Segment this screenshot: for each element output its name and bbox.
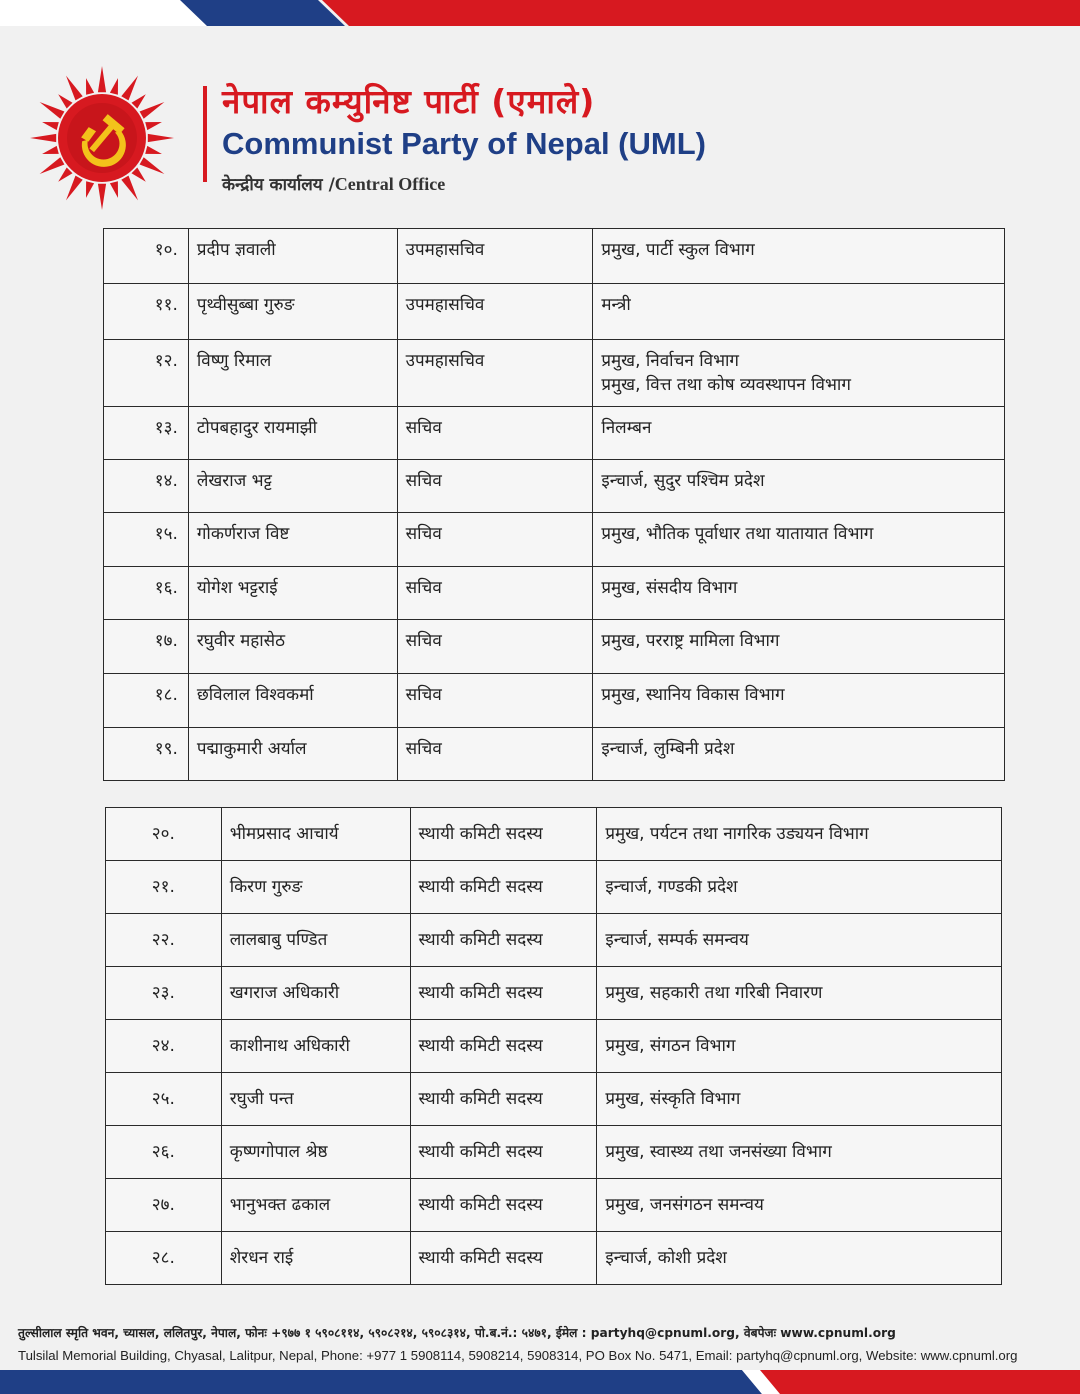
row-number: १०.	[154, 240, 178, 260]
official-position-cell	[410, 1073, 597, 1126]
row-number: १५.	[154, 524, 178, 544]
officials-table-2	[105, 807, 1002, 1285]
official-position: स्थायी कमिटी सदस्य	[418, 1036, 543, 1056]
official-name-cell	[221, 861, 410, 914]
emblem-sun-ray	[86, 78, 94, 95]
official-name-cell	[188, 620, 397, 674]
official-role: प्रमुख, स्वास्थ्य तथा जनसंख्या विभाग	[605, 1142, 832, 1162]
official-name: भीमप्रसाद आचार्य	[229, 824, 339, 844]
official-position-cell	[397, 407, 593, 460]
official-name: पृथ्वीसुब्बा गुरुङ	[196, 295, 295, 315]
table-row	[104, 340, 1005, 407]
official-role: प्रमुख, जनसंगठन समन्वय	[605, 1195, 764, 1215]
official-name-cell	[221, 967, 410, 1020]
table-row	[106, 1020, 1002, 1073]
official-position: सचिव	[405, 524, 442, 544]
official-name-cell	[221, 808, 410, 861]
official-role: प्रमुख, संस्कृति विभाग	[605, 1089, 741, 1109]
official-name: खगराज अधिकारी	[229, 983, 340, 1003]
table-row	[104, 620, 1005, 674]
official-position-cell	[410, 967, 597, 1020]
row-number-cell	[104, 728, 189, 781]
official-name: विष्णु रिमाल	[196, 351, 272, 371]
table-row	[104, 460, 1005, 513]
bottom-decorative-bar	[0, 1370, 1080, 1394]
table-row	[106, 1179, 1002, 1232]
official-position-cell	[410, 1020, 597, 1073]
row-number-cell	[104, 460, 189, 513]
official-name-cell	[188, 674, 397, 728]
emblem-sun-ray	[30, 134, 56, 142]
emblem-sun-ray	[132, 94, 146, 108]
letterhead	[0, 66, 1080, 216]
official-role-line: इन्चार्ज, लुम्बिनी प्रदेश	[601, 739, 735, 759]
official-role: इन्चार्ज, कोशी प्रदेश	[605, 1248, 727, 1268]
row-number: २८.	[151, 1248, 175, 1268]
official-name-cell	[188, 460, 397, 513]
official-position-cell	[410, 808, 597, 861]
row-number-cell	[104, 513, 189, 567]
official-name: रघुवीर महासेठ	[196, 631, 286, 651]
row-number-cell	[106, 808, 222, 861]
official-role	[593, 513, 1004, 546]
official-position: सचिव	[405, 685, 442, 705]
official-role-line: प्रमुख, निर्वाचन विभाग	[601, 351, 740, 371]
row-number: १९.	[154, 739, 178, 759]
official-name-cell	[188, 728, 397, 781]
official-role-cell	[597, 861, 1002, 914]
official-role-cell	[593, 407, 1005, 460]
table-row	[104, 567, 1005, 620]
table-row	[106, 861, 1002, 914]
table-row	[106, 1073, 1002, 1126]
row-number-cell	[106, 914, 222, 967]
emblem-sun-ray	[42, 146, 59, 154]
official-position: स्थायी कमिटी सदस्य	[418, 1089, 543, 1109]
official-position: सचिव	[405, 471, 442, 491]
official-position-cell	[410, 861, 597, 914]
official-role	[593, 460, 1004, 493]
row-number: २०.	[151, 824, 175, 844]
table-row	[104, 229, 1005, 284]
row-number-cell	[106, 967, 222, 1020]
emblem-sun-ray	[110, 181, 118, 198]
row-number: २३.	[151, 983, 175, 1003]
official-role	[593, 674, 1004, 707]
emblem-sun-ray	[110, 78, 118, 95]
row-number-cell	[104, 229, 189, 284]
official-position-cell	[410, 1232, 597, 1285]
official-name-cell	[188, 340, 397, 407]
row-number-cell	[104, 674, 189, 728]
official-position-cell	[397, 284, 593, 340]
official-position-cell	[397, 728, 593, 781]
official-role-cell	[597, 1020, 1002, 1073]
row-number: ११.	[154, 295, 178, 315]
footer-address-nepali: तुल्सीलाल स्मृति भवन, च्यासल, ललितपुर, नेपाल, फोनः +९७७ १ ५९०८११४, ५९०८२१४, ५९०८३१४, पो.ब.नं.: ५४७१, ईमेल : partyhq@cpnuml.org, वेबपेजः www.cpnuml.org	[18, 1326, 896, 1340]
official-name: योगेश भट्टराई	[196, 578, 278, 598]
table-row	[106, 914, 1002, 967]
table-row	[104, 728, 1005, 781]
official-role	[593, 567, 1004, 600]
row-number: २७.	[151, 1195, 175, 1215]
official-role: इन्चार्ज, सम्पर्क समन्वय	[605, 930, 749, 950]
emblem-sun-ray	[145, 122, 162, 130]
official-position-cell	[397, 620, 593, 674]
official-position-cell	[410, 1179, 597, 1232]
top-decorative-bar	[0, 0, 1080, 26]
hammer-sickle-sun-emblem-icon	[24, 66, 180, 210]
row-number: २४.	[151, 1036, 175, 1056]
official-position: स्थायी कमिटी सदस्य	[418, 1195, 543, 1215]
official-role-cell	[597, 1073, 1002, 1126]
official-position: स्थायी कमिटी सदस्य	[418, 877, 543, 897]
emblem-sun-ray	[121, 176, 138, 201]
official-name: किरण गुरुङ	[229, 877, 303, 897]
official-role-line: मन्त्री	[601, 295, 631, 315]
official-position: स्थायी कमिटी सदस्य	[418, 1142, 543, 1162]
table-row	[106, 808, 1002, 861]
emblem-sun-ray	[148, 134, 174, 142]
official-name-cell	[188, 229, 397, 284]
party-name-nepali: नेपाल कम्युनिष्ट पार्टी (एमाले)	[222, 82, 596, 121]
official-role-line: प्रमुख, परराष्ट्र मामिला विभाग	[601, 631, 780, 651]
emblem-sun-ray	[98, 184, 106, 210]
official-name-cell	[188, 407, 397, 460]
row-number-cell	[106, 1126, 222, 1179]
official-name: प्रदीप ज्ञवाली	[196, 240, 276, 260]
official-role-cell	[593, 284, 1005, 340]
emblem-sun-ray	[121, 76, 138, 101]
emblem-sun-ray	[145, 146, 162, 154]
official-position: स्थायी कमिटी सदस्य	[418, 1248, 543, 1268]
official-position: सचिव	[405, 418, 442, 438]
official-name: टोपबहादुर रायमाझी	[196, 418, 318, 438]
official-role-cell	[593, 513, 1005, 567]
row-number: १२.	[154, 351, 178, 371]
official-position-cell	[397, 460, 593, 513]
official-position: उपमहासचिव	[405, 295, 485, 315]
row-number-cell	[104, 567, 189, 620]
official-role-cell	[597, 1179, 1002, 1232]
row-number-cell	[104, 284, 189, 340]
officials-table-1	[103, 228, 1005, 781]
emblem-sun-ray	[132, 168, 146, 182]
official-name: शेरधन राई	[229, 1248, 294, 1268]
table-row	[106, 1232, 1002, 1285]
official-position: उपमहासचिव	[405, 351, 485, 371]
row-number: १३.	[154, 418, 178, 438]
official-name: भानुभक्त ढकाल	[229, 1195, 331, 1215]
official-role-cell	[593, 674, 1005, 728]
official-position-cell	[397, 567, 593, 620]
official-position: सचिव	[405, 739, 442, 759]
official-name: गोकर्णराज विष्ट	[196, 524, 290, 544]
official-role	[593, 284, 1004, 317]
row-number: १८.	[154, 685, 178, 705]
official-role: प्रमुख, सहकारी तथा गरिबी निवारण	[605, 983, 823, 1003]
official-name: पद्माकुमारी अर्याल	[196, 739, 307, 759]
official-role: प्रमुख, पर्यटन तथा नागरिक उड्ययन विभाग	[605, 824, 869, 844]
office-label-nepali: केन्द्रीय कार्यालय	[222, 175, 323, 195]
official-name-cell	[221, 1179, 410, 1232]
row-number-cell	[106, 1020, 222, 1073]
official-position: उपमहासचिव	[405, 240, 485, 260]
official-position-cell	[397, 340, 593, 407]
official-role	[593, 340, 1004, 397]
official-role: प्रमुख, संगठन विभाग	[605, 1036, 736, 1056]
official-role-cell	[597, 1126, 1002, 1179]
official-role-line: इन्चार्ज, सुदुर पश्चिम प्रदेश	[601, 471, 765, 491]
emblem-sun-ray	[40, 102, 65, 119]
official-name-cell	[188, 284, 397, 340]
row-number-cell	[104, 620, 189, 674]
official-position: स्थायी कमिटी सदस्य	[418, 983, 543, 1003]
official-role-cell	[597, 808, 1002, 861]
table-row	[104, 513, 1005, 567]
official-name: कृष्णगोपाल श्रेष्ठ	[229, 1142, 328, 1162]
official-role-cell	[597, 1232, 1002, 1285]
office-separator: /	[328, 175, 335, 195]
party-name-english: Communist Party of Nepal (UML)	[222, 126, 706, 161]
row-number-cell	[106, 1073, 222, 1126]
official-role-cell	[597, 967, 1002, 1020]
office-line	[222, 172, 445, 195]
emblem-sun-ray	[140, 157, 165, 174]
emblem-sun-ray	[86, 181, 94, 198]
row-number: १४.	[154, 471, 178, 491]
official-role-cell	[593, 567, 1005, 620]
official-role-cell	[593, 460, 1005, 513]
official-name-cell	[188, 513, 397, 567]
table-row	[104, 284, 1005, 340]
official-position-cell	[410, 1126, 597, 1179]
emblem-sun-ray	[58, 94, 72, 108]
row-number-cell	[104, 340, 189, 407]
row-number-cell	[106, 1179, 222, 1232]
official-position-cell	[397, 229, 593, 284]
official-role-line: प्रमुख, वित्त तथा कोष व्यवस्थापन विभाग	[601, 375, 851, 395]
official-name-cell	[221, 1126, 410, 1179]
row-number: १६.	[154, 578, 178, 598]
official-role	[593, 620, 1004, 653]
official-role-cell	[593, 340, 1005, 407]
official-name: काशीनाथ अधिकारी	[229, 1036, 350, 1056]
row-number: १७.	[154, 631, 178, 651]
official-role-line: प्रमुख, स्थानिय विकास विभाग	[601, 685, 785, 705]
official-role-cell	[593, 728, 1005, 781]
official-role	[593, 229, 1004, 262]
official-role: इन्चार्ज, गण्डकी प्रदेश	[605, 877, 738, 897]
official-name-cell	[221, 1073, 410, 1126]
official-position: स्थायी कमिटी सदस्य	[418, 930, 543, 950]
official-role-line: प्रमुख, संसदीय विभाग	[601, 578, 738, 598]
emblem-sun-ray	[66, 76, 83, 101]
official-role-cell	[597, 914, 1002, 967]
official-position: सचिव	[405, 578, 442, 598]
official-name: छविलाल विश्वकर्मा	[196, 685, 314, 705]
official-name-cell	[188, 567, 397, 620]
official-position-cell	[410, 914, 597, 967]
row-number: २६.	[151, 1142, 175, 1162]
official-role-cell	[593, 229, 1005, 284]
official-role	[593, 407, 1004, 440]
row-number-cell	[106, 861, 222, 914]
official-name-cell	[221, 1020, 410, 1073]
header-divider	[203, 86, 207, 182]
official-role-line: प्रमुख, भौतिक पूर्वाधार तथा यातायात विभाग	[601, 524, 874, 544]
row-number-cell	[104, 407, 189, 460]
official-role-line: निलम्बन	[601, 418, 652, 438]
emblem-sun-ray	[40, 157, 65, 174]
emblem-sun-ray	[42, 122, 59, 130]
office-label-english: Central Office	[334, 174, 446, 194]
row-number-cell	[106, 1232, 222, 1285]
official-role-line: प्रमुख, पार्टी स्कुल विभाग	[601, 240, 755, 260]
emblem-sun-ray	[140, 102, 165, 119]
row-number: २५.	[151, 1089, 175, 1109]
official-name: लालबाबु पण्डित	[229, 930, 328, 950]
official-position-cell	[397, 674, 593, 728]
emblem-sun-ray	[66, 176, 83, 201]
table-row	[104, 674, 1005, 728]
official-name-cell	[221, 1232, 410, 1285]
emblem-sun-ray	[98, 66, 106, 92]
table-row	[104, 407, 1005, 460]
official-role	[593, 728, 1004, 761]
table-row	[106, 1126, 1002, 1179]
official-name: लेखराज भट्ट	[196, 471, 272, 491]
official-name-cell	[221, 914, 410, 967]
emblem-sun-ray	[58, 168, 72, 182]
footer-address-english: Tulsilal Memorial Building, Chyasal, Lalitpur, Nepal, Phone: +977 1 5908114, 5908214, 5908314, PO Box No. 5471, Email: partyhq@cpnuml.org, Website: www.cpnuml.org	[18, 1348, 1018, 1363]
row-number: २१.	[151, 877, 175, 897]
official-role-cell	[593, 620, 1005, 674]
row-number: २२.	[151, 930, 175, 950]
official-position: स्थायी कमिटी सदस्य	[418, 824, 543, 844]
official-position: सचिव	[405, 631, 442, 651]
table-row	[106, 967, 1002, 1020]
official-position-cell	[397, 513, 593, 567]
official-name: रघुजी पन्त	[229, 1089, 294, 1109]
